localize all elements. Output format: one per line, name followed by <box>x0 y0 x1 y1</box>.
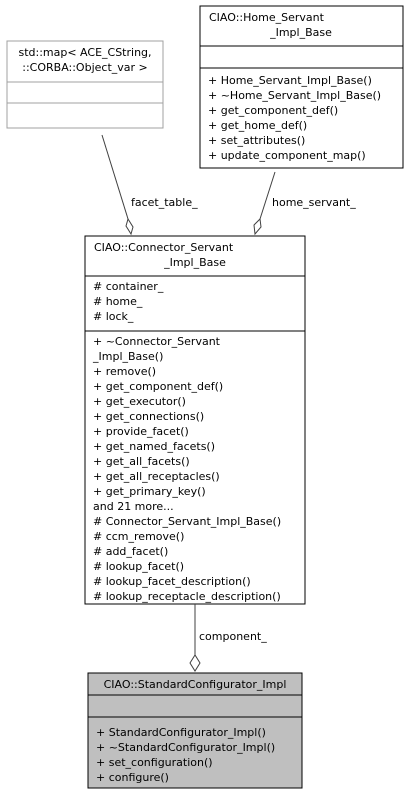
connector-attribute: # container_ <box>93 280 164 293</box>
class-std-map[interactable] <box>7 41 163 128</box>
home-servant-attributes-box <box>200 46 403 68</box>
class-standard-configurator-impl[interactable] <box>88 673 302 788</box>
std-map-attributes-box <box>7 82 163 103</box>
connector-method: + get_executor() <box>93 395 186 408</box>
connector-method: + get_component_def() <box>93 380 224 393</box>
std-map-title-line-2: ::CORBA::Object_var > <box>22 61 148 74</box>
connector-more-link[interactable]: and 21 more... <box>93 500 174 513</box>
std-map-title-line-1: std::map< ACE_CString, <box>18 46 152 59</box>
edge-facet-table <box>102 135 128 219</box>
connector-title-line-1: CIAO::Connector_Servant <box>94 241 234 254</box>
connector-method: # lookup_receptacle_description() <box>93 590 281 603</box>
connector-method: + get_all_facets() <box>93 455 190 468</box>
home-servant-method: + get_component_def() <box>208 104 339 117</box>
edge-label-home-servant: home_servant_ <box>272 196 356 209</box>
standard-configurator-attributes-box <box>88 695 302 717</box>
connector-attribute: # home_ <box>93 295 143 308</box>
connector-method: + ~Connector_Servant <box>93 335 220 348</box>
home-servant-method: + set_attributes() <box>208 134 306 147</box>
connector-method: + remove() <box>93 365 157 378</box>
std-map-methods-box <box>7 103 163 128</box>
connector-title-line-2: _Impl_Base <box>164 256 226 269</box>
standard-configurator-method: + StandardConfigurator_Impl() <box>96 726 266 739</box>
standard-configurator-title: CIAO::StandardConfigurator_Impl <box>103 678 287 691</box>
home-servant-method: + update_component_map() <box>208 149 366 162</box>
connector-method: # Connector_Servant_Impl_Base() <box>93 515 282 528</box>
connector-attribute: # lock_ <box>93 310 134 323</box>
connector-method: + get_named_facets() <box>93 440 216 453</box>
connector-method: + get_primary_key() <box>93 485 206 498</box>
home-servant-title-line-1: CIAO::Home_Servant <box>209 11 324 24</box>
standard-configurator-method: + configure() <box>96 771 169 784</box>
class-connector-servant-impl-base[interactable] <box>85 236 305 604</box>
connector-method: # lookup_facet() <box>93 560 185 573</box>
home-servant-title-line-2: _Impl_Base <box>270 26 332 39</box>
standard-configurator-method: + set_configuration() <box>96 756 213 769</box>
aggregation-diamond-home-servant <box>254 219 261 234</box>
aggregation-diamond-facet-table <box>126 219 133 234</box>
connector-method: # lookup_facet_description() <box>93 575 251 588</box>
connector-method: + get_connections() <box>93 410 205 423</box>
edge-label-facet-table: facet_table_ <box>131 196 198 209</box>
class-home-servant-impl-base[interactable] <box>200 6 403 168</box>
connector-method: + get_all_receptacles() <box>93 470 220 483</box>
connector-method: _Impl_Base() <box>93 350 164 363</box>
home-servant-method: + ~Home_Servant_Impl_Base() <box>208 89 382 102</box>
standard-configurator-method: + ~StandardConfigurator_Impl() <box>96 741 276 754</box>
home-servant-method: + Home_Servant_Impl_Base() <box>208 74 372 87</box>
connector-method: + provide_facet() <box>93 425 189 438</box>
home-servant-method: + get_home_def() <box>208 119 308 132</box>
edge-label-component: component_ <box>199 630 267 643</box>
connector-method: # ccm_remove() <box>93 530 185 543</box>
aggregation-diamond-component <box>190 655 200 671</box>
connector-method: # add_facet() <box>93 545 169 558</box>
